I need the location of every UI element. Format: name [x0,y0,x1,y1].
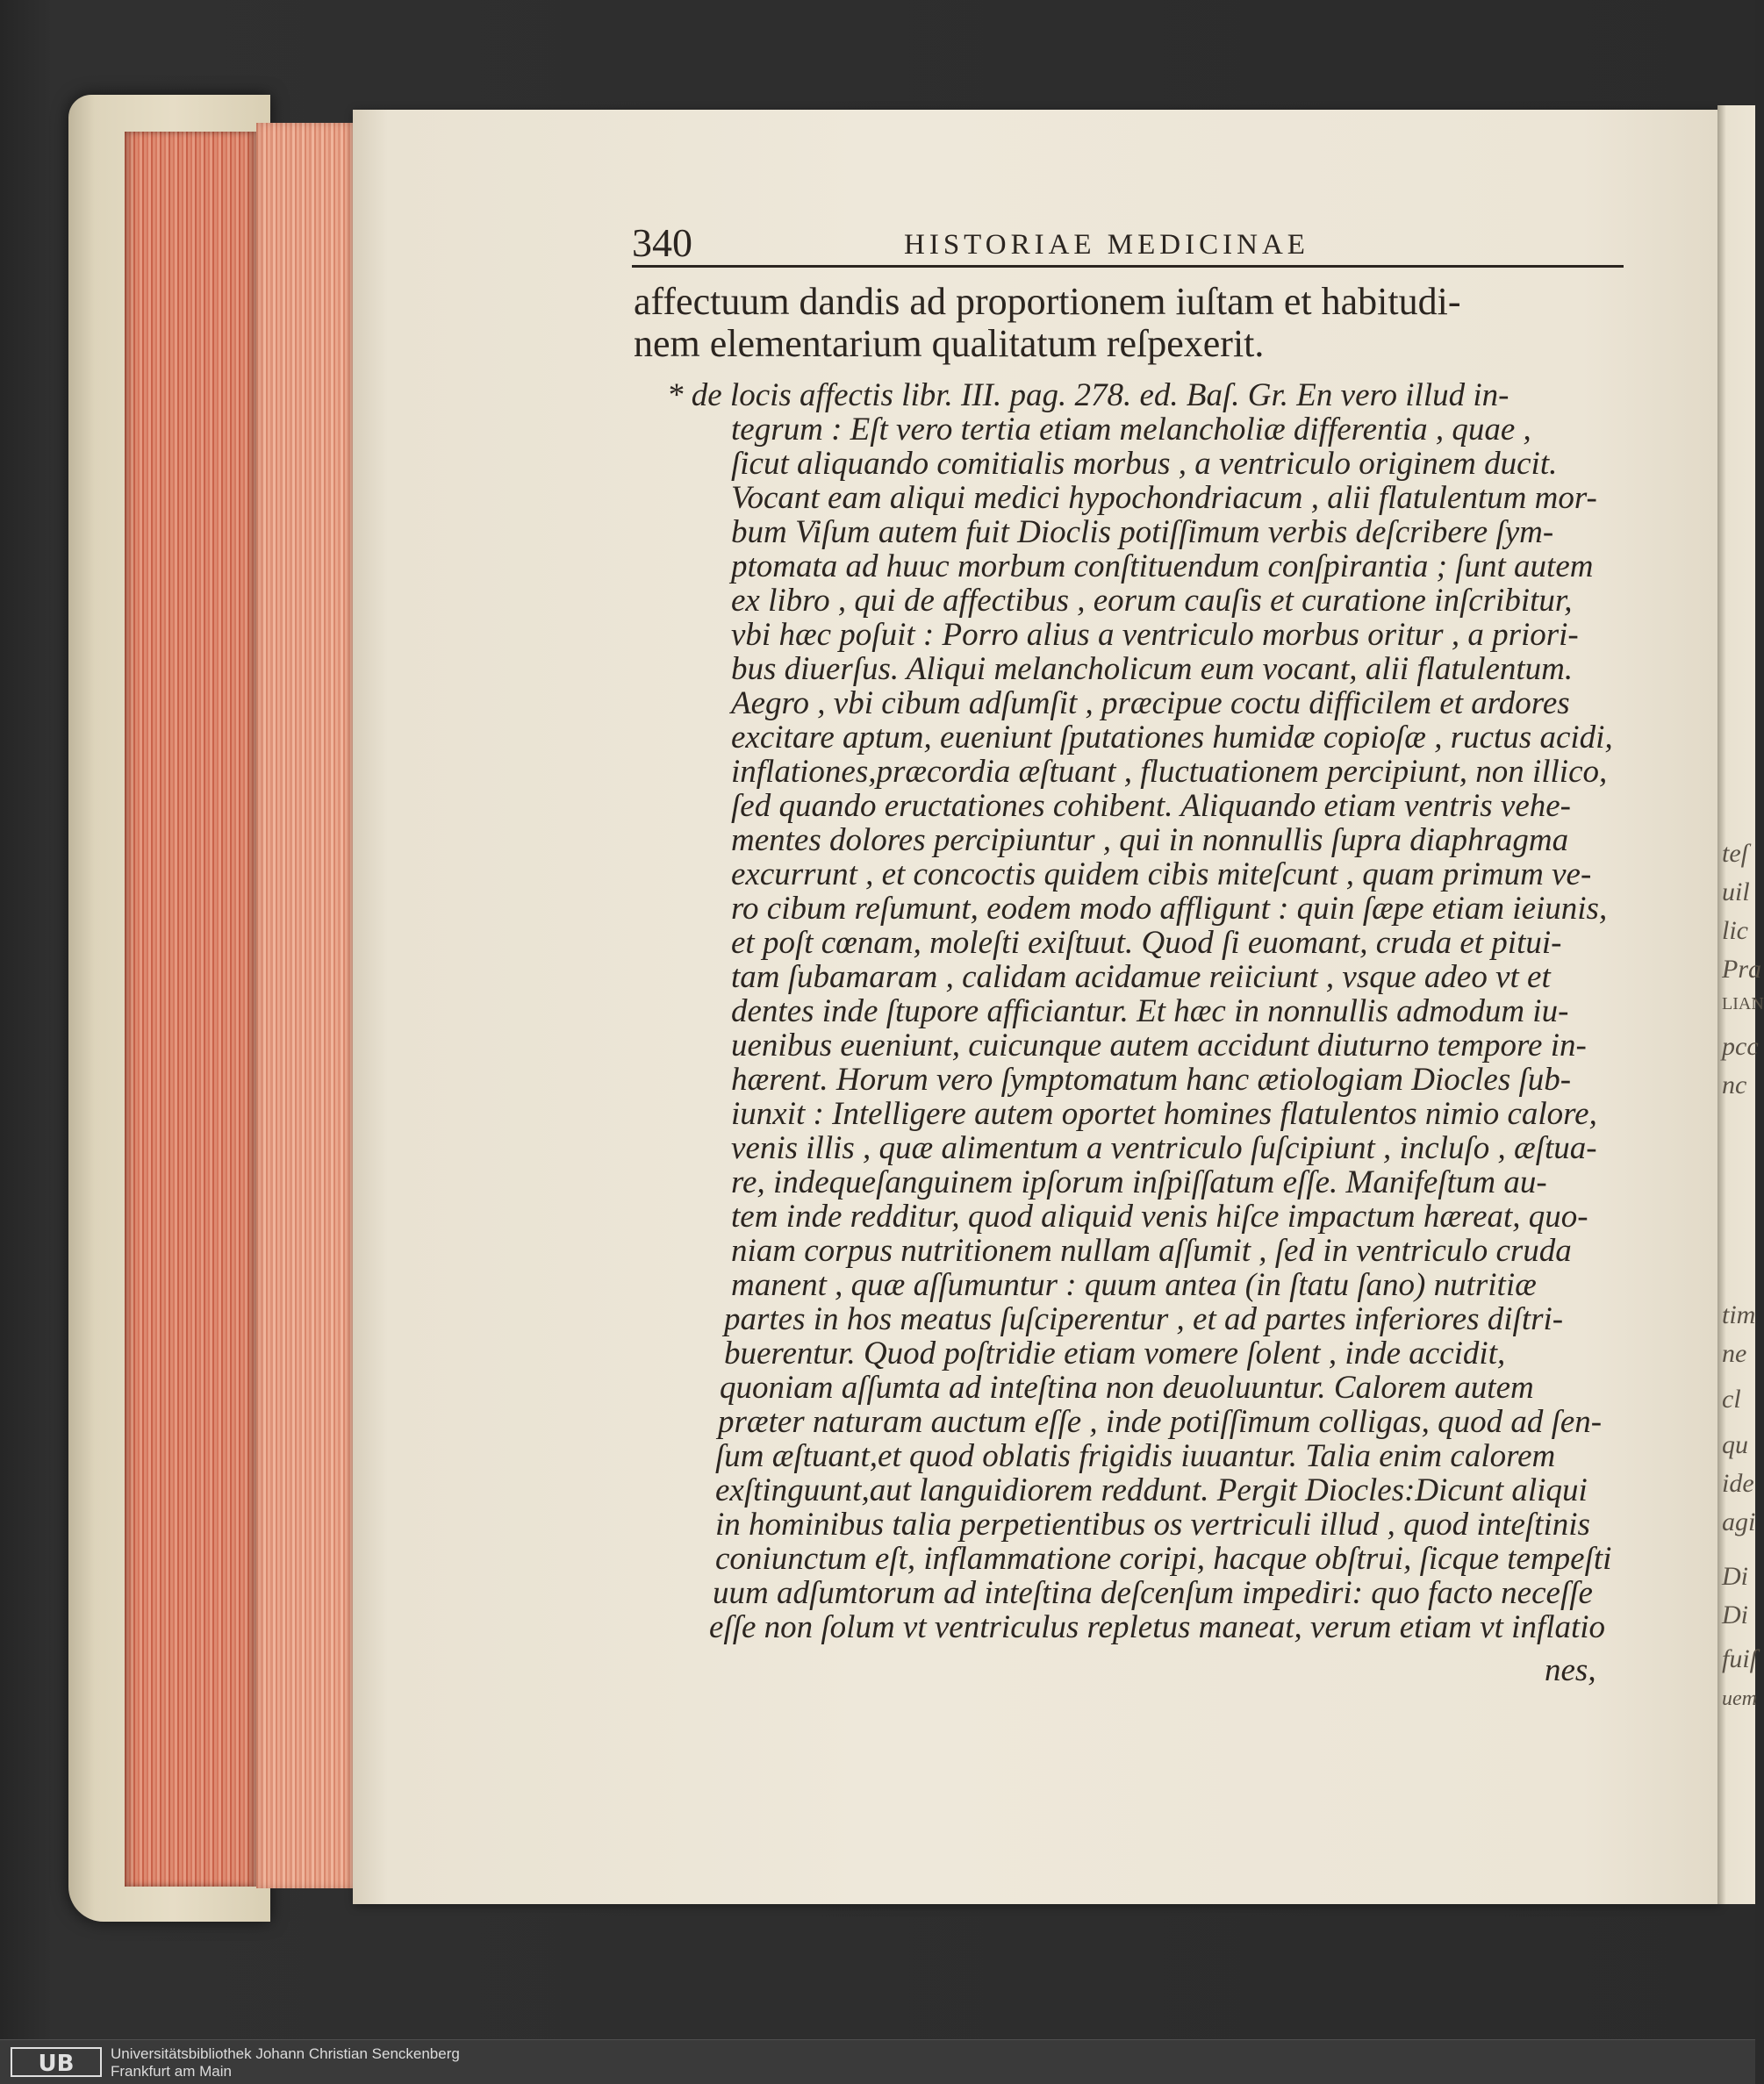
footnote-line: Aegro , vbi cibum adſumſit , præcipue coctu difficilem et ardores [731,685,1570,721]
margin-fragment: Di [1722,1562,1748,1591]
margin-fragment: pcc [1722,1032,1759,1061]
page-number: 340 [632,220,692,265]
footnote-line: hærent. Horum vero ſymptomatum hanc ætiologiam Diocles ſub- [731,1062,1572,1098]
footnote-line: excitare aptum, eueniunt ſputationes humidæ copioſæ , ructus acidi, [731,720,1613,756]
library-logo: UB [11,2047,102,2077]
footnote-line: manent , quæ aſſumuntur : quum antea (in ſtatu ſano) nutritiæ [731,1267,1537,1303]
library-name: Universitätsbibliothek Johann Christian Senckenberg [111,2045,460,2062]
text-line: affectuum dandis ad proportionem iuſtam et habitudi- [634,280,1461,323]
footnote-line: coniunctum eſt, inflammatione coripi, hacque obſtrui, ſicque tempeſti [715,1541,1612,1577]
margin-fragment: qu [1722,1430,1748,1459]
footnote-line: Vocant eam aliqui medici hypochondriacum , alii flatulentum mor- [731,480,1597,516]
footnote-line: et poſt cœnam, moleſti exiſtuut. Quod ſi euomant, cruda et pitui- [731,925,1562,961]
margin-fragment: cl [1722,1385,1741,1414]
footnote-line: exſtinguunt,aut languidiorem reddunt. Pergit Diocles:Dicunt aliqui [715,1472,1588,1508]
footnote-line: niam corpus nutritionem nullam aſſumit , ſed in ventriculo cruda [731,1233,1572,1269]
footnote-line: bum Viſum autem fuit Dioclis potiſſimum verbis deſcribere ſym- [731,514,1554,550]
footnote-line: mentes dolores percipiuntur , qui in nonnullis ſupra diaphragma [731,822,1569,858]
footnote-line: buerentur. Quod poſtridie etiam vomere ſolent , inde accidit, [724,1336,1506,1371]
margin-fragment: LIAN [1722,994,1764,1013]
footnote-line: in hominibus talia perpetientibus os vertriculi illud , quod inteſtinis [715,1507,1590,1543]
margin-fragment: fuiſ [1722,1644,1758,1673]
margin-fragment: nc [1722,1071,1747,1099]
margin-fragment: teſ [1722,839,1748,868]
footnote-line: ro cibum reſumunt, eodem modo affligunt : quin ſæpe etiam ieiunis, [731,891,1608,927]
footnote-line: ex libro , qui de affectibus , eorum cauſis et curatione inſcribitur, [731,583,1573,619]
library-city: Frankfurt am Main [111,2063,232,2080]
margin-fragment: uem [1722,1687,1757,1710]
footnote-line: tem inde redditur, quod aliquid venis hiſce impactum hæreat, quo- [731,1199,1588,1235]
footnote-line: eſſe non ſolum vt ventriculus repletus maneat, verum etiam vt inflatio [709,1609,1606,1645]
footnote-line: ſed quando eructationes cohibent. Aliquando etiam ventris vehe- [731,788,1571,824]
margin-fragment: tim [1722,1300,1756,1329]
footnote-line: ſicut aliquando comitialis morbus , a ventriculo originem ducit. [731,446,1558,482]
footnote-line: uum adſumtorum ad inteſtina deſcenſum impediri: quo facto neceſſe [713,1575,1593,1611]
margin-fragment: lic [1722,916,1748,945]
margin-fragment: ide [1722,1469,1754,1498]
footnote-line: dentes inde ſtupore afficiantur. Et hæc in nonnullis admodum iu- [731,993,1569,1029]
footnote-line: uenibus eueniunt, cuicunque autem accidunt diuturno tempore in- [731,1028,1587,1063]
footnote-line: tam ſubamaram , calidam acidamue reiiciunt , vsque adeo vt et [731,959,1551,995]
footnote-line: partes in hos meatus ſuſciperentur , et ad partes inferiores diſtri- [724,1301,1564,1337]
text-line: nem elementarium qualitatum reſpexerit. [634,322,1265,365]
margin-fragment: Di [1722,1601,1748,1629]
page-edges-inner [256,123,353,1888]
footnote-line: vbi hæc poſuit : Porro alius a ventriculo morbus oritur , a priori- [731,617,1579,653]
footnote-line: tegrum : Eſt vero tertia etiam melancholiæ differentia , quae , [731,412,1531,448]
running-head: HISTORIAE MEDICINAE [904,229,1309,261]
library-footer [0,2039,1755,2084]
footnote-line: præter naturam auctum eſſe , inde potiſſimum colligas, quod ad ſen- [718,1404,1603,1440]
footnote-line: re, indequeſanguinem ipſorum inſpiſſatum eſſe. Manifeſtum au- [731,1164,1547,1200]
footnote-line: ptomata ad huuc morbum conſtituendum conſpirantia ; ſunt autem [731,548,1594,584]
footnote-line: excurrunt , et concoctis quidem cibis miteſcunt , quam primum ve- [731,856,1592,892]
margin-fragment: Pra [1722,955,1761,984]
footnote-line: inflationes,præcordia æſtuant , fluctuationem percipiunt, non illico, [731,754,1608,790]
footnote-line: * de locis affectis libr. III. pag. 278. ed. Baſ. Gr. En vero illud in- [667,377,1509,413]
footnote-line: ſum æſtuant,et quod oblatis frigidis iuuantur. Talia enim calorem [715,1438,1556,1474]
catchword: nes, [1545,1652,1596,1688]
page-edges-outer [125,132,256,1887]
margin-fragment: agi [1722,1507,1756,1536]
footnote-line: venis illis , quæ alimentum a ventriculo ſuſcipiunt , incluſo , æſtua- [731,1130,1597,1166]
page-header [632,221,1624,268]
footnote-line: quoniam aſſumta ad inteſtina non deuoluuntur. Calorem autem [720,1370,1534,1406]
footnote-line: iunxit : Intelligere autem oportet homines flatulentos nimio calore, [731,1096,1597,1132]
margin-fragment: ne [1722,1339,1747,1368]
margin-fragment: uil [1722,877,1750,906]
footnote-line: bus diuerſus. Aliqui melancholicum eum vocant, alii flatulentum. [731,651,1574,687]
